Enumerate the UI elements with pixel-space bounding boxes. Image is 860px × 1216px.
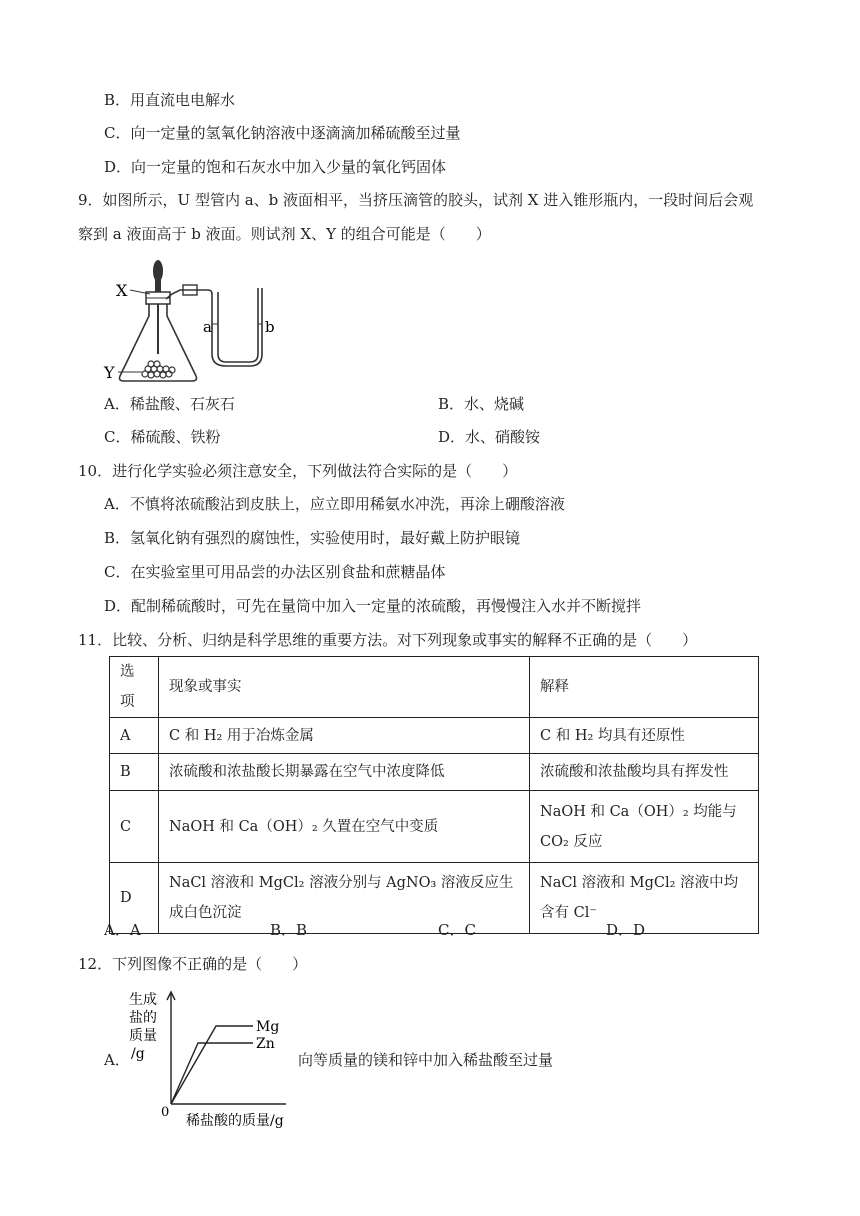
q9-option-c: C．稀硫酸、铁粉 (104, 428, 221, 446)
row-option: A (110, 718, 159, 754)
q11-answer-c: C．C (438, 921, 476, 939)
series-zn-line (171, 1043, 253, 1104)
row-fact: NaOH 和 Ca（OH）₂ 久置在空气中变质 (159, 791, 530, 863)
q12-option-a-description: 向等质量的镁和锌中加入稀盐酸至过量 (298, 1051, 554, 1069)
row-fact: 浓硫酸和浓盐酸长期暴露在空气中浓度降低 (159, 754, 530, 791)
row-explanation: NaOH 和 Ca（OH）₂ 均能与 CO₂ 反应 (530, 791, 759, 863)
row-option: C (110, 791, 159, 863)
q8-option-c: C．向一定量的氢氧化钠溶液中逐滴滴加稀硫酸至过量 (104, 124, 461, 142)
q10-option-c: C．在实验室里可用品尝的办法区别食盐和蔗糖晶体 (104, 563, 446, 581)
graph-ylabel-4: /g (131, 1046, 145, 1062)
series-mg-label: Mg (256, 1019, 280, 1035)
graph-xlabel: 稀盐酸的质量/g (186, 1113, 284, 1128)
label-x: X (116, 281, 128, 300)
graph-origin: 0 (161, 1105, 170, 1120)
q9-stem-line2: 察到 a 液面高于 b 液面。则试剂 X、Y 的组合可能是（ ） (78, 225, 491, 243)
dropper-bulb-icon (153, 260, 163, 282)
q12-option-a-letter: A． (104, 1051, 130, 1069)
q9-stem-line1: 9．如图所示，U 型管内 a、b 液面相平，当挤压滴管的胶头，试剂 X 进入锥形瓶内，一段时间后会观 (78, 191, 754, 209)
q12-stem: 12．下列图像不正确的是（ ） (78, 955, 308, 973)
q8-option-d: D．向一定量的饱和石灰水中加入少量的氧化钙固体 (104, 158, 447, 176)
u-tube-icon (218, 288, 258, 362)
q10-option-d: D．配制稀硫酸时，可先在量筒中加入一定量的浓硫酸，再慢慢注入水并不断搅拌 (104, 597, 642, 615)
q9-option-b: B．水、烧碱 (438, 395, 525, 413)
label-b: b (265, 318, 275, 336)
row-option: B (110, 754, 159, 791)
row-explanation: 浓硫酸和浓盐酸均具有挥发性 (530, 754, 759, 791)
row-explanation: C 和 H₂ 均具有还原性 (530, 718, 759, 754)
q11-answer-d: D．D (606, 921, 646, 939)
solid-reagent-icon (142, 361, 175, 378)
q10-option-b: B．氢氧化钠有强烈的腐蚀性，实验使用时，最好戴上防护眼镜 (104, 529, 521, 547)
q11-stem: 11．比较、分析、归纳是科学思维的重要方法。对下列现象或事实的解释不正确的是（ ） (78, 631, 698, 649)
graph-ylabel-2: 盐的 (129, 1010, 157, 1026)
series-mg-line (171, 1026, 253, 1104)
label-a: a (203, 318, 212, 336)
q11-table (109, 656, 759, 934)
table-row (110, 791, 759, 863)
q11-answer-b: B．B (270, 921, 308, 939)
q10-stem: 10．进行化学实验必须注意安全，下列做法符合实际的是（ ） (78, 462, 518, 480)
q12-graph (126, 988, 296, 1128)
q11-answer-a: A．A (104, 921, 141, 939)
q9-option-d: D．水、硝酸铵 (438, 428, 541, 446)
table-header-row (110, 657, 759, 718)
row-explanation: NaCl 溶液和 MgCl₂ 溶液中均含有 Cl⁻ (530, 863, 759, 934)
q9-apparatus-diagram (100, 254, 290, 386)
row-fact: C 和 H₂ 用于冶炼金属 (159, 718, 530, 754)
table-row (110, 754, 759, 791)
table-row (110, 718, 759, 754)
q10-option-a: A．不慎将浓硫酸沾到皮肤上，应立即用稀氨水冲洗，再涂上硼酸溶液 (104, 495, 565, 513)
header-option: 选项 (110, 657, 159, 718)
label-y: Y (104, 363, 115, 382)
graph-ylabel-1: 生成 (129, 992, 157, 1008)
q8-option-b: B．用直流电电解水 (104, 91, 236, 109)
graph-ylabel-3: 质量 (129, 1028, 157, 1044)
header-explanation: 解释 (530, 657, 759, 718)
header-fact: 现象或事实 (159, 657, 530, 718)
row-fact: NaCl 溶液和 MgCl₂ 溶液分别与 AgNO₃ 溶液反应生成白色沉淀 (159, 863, 530, 934)
q9-option-a: A．稀盐酸、石灰石 (104, 395, 235, 413)
row-option: D (110, 863, 159, 934)
series-zn-label: Zn (256, 1036, 275, 1052)
table-row (110, 863, 759, 934)
